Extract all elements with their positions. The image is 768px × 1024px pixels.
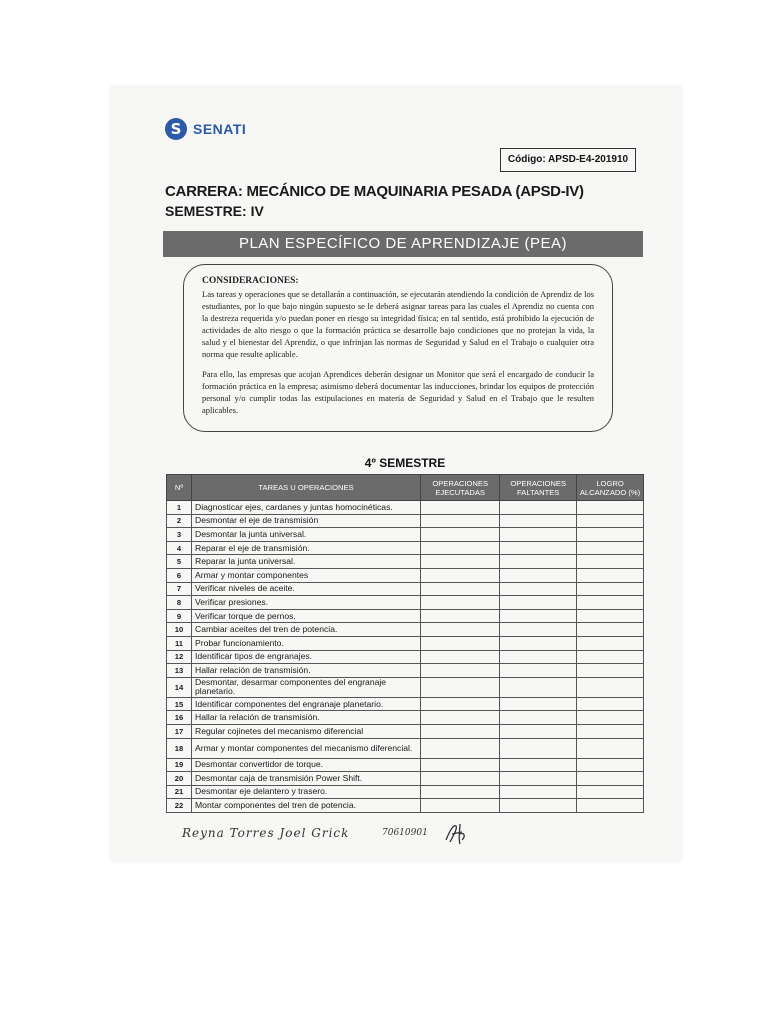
- row-achievement-cell: [577, 582, 644, 596]
- row-executed-cell: [421, 738, 500, 758]
- row-achievement-cell: [577, 738, 644, 758]
- table-row: [167, 664, 644, 678]
- row-executed-cell: [421, 582, 500, 596]
- table-header-row: [167, 475, 644, 501]
- row-task: Diagnosticar ejes, cardanes y juntas homocinéticas.: [192, 501, 421, 515]
- considerations-paragraph-2: Para ello, las empresas que acojan Aprendices deberán designar un Monitor que será el encargado de conducir la formación práctica en la empresa; asimismo deberá documentar las inducciones, brindar los equipos de protección personal y/o cumplir todas las estipulaciones en materia de Seguridad y Salud en el Trabajo que le resulten aplicables.: [202, 369, 594, 415]
- table-row: [167, 758, 644, 772]
- row-executed-cell: [421, 636, 500, 650]
- row-achievement-cell: [577, 636, 644, 650]
- row-number: 14: [167, 677, 192, 697]
- row-number: 11: [167, 636, 192, 650]
- table-row: [167, 541, 644, 555]
- row-executed-cell: [421, 758, 500, 772]
- row-executed-cell: [421, 724, 500, 738]
- row-missing-cell: [500, 785, 577, 799]
- row-task: Armar y montar componentes: [192, 568, 421, 582]
- considerations-box: [183, 264, 613, 432]
- row-achievement-cell: [577, 623, 644, 637]
- considerations-title: CONSIDERACIONES:: [202, 276, 299, 286]
- row-missing-cell: [500, 738, 577, 758]
- row-task: Verificar torque de pernos.: [192, 609, 421, 623]
- header-num: Nº: [167, 475, 192, 501]
- row-achievement-cell: [577, 664, 644, 678]
- row-task: Montar componentes del tren de potencia.: [192, 799, 421, 813]
- table-row: [167, 772, 644, 786]
- row-number: 15: [167, 697, 192, 711]
- row-achievement-cell: [577, 724, 644, 738]
- row-executed-cell: [421, 501, 500, 515]
- row-executed-cell: [421, 711, 500, 725]
- table-row: [167, 711, 644, 725]
- header-executed: OPERACIONES EJECUTADAS: [421, 475, 500, 501]
- row-missing-cell: [500, 724, 577, 738]
- row-number: 4: [167, 541, 192, 555]
- table-row: [167, 785, 644, 799]
- row-achievement-cell: [577, 528, 644, 542]
- row-executed-cell: [421, 697, 500, 711]
- row-executed-cell: [421, 596, 500, 610]
- row-task: Identificar componentes del engranaje planetario.: [192, 697, 421, 711]
- table-row: [167, 623, 644, 637]
- table-row: [167, 528, 644, 542]
- row-missing-cell: [500, 582, 577, 596]
- row-achievement-cell: [577, 596, 644, 610]
- row-number: 16: [167, 711, 192, 725]
- row-executed-cell: [421, 785, 500, 799]
- row-missing-cell: [500, 636, 577, 650]
- row-task: Hallar relación de transmisión.: [192, 664, 421, 678]
- table-row: [167, 596, 644, 610]
- senati-logo: [165, 118, 246, 140]
- row-executed-cell: [421, 555, 500, 569]
- table-row: [167, 501, 644, 515]
- row-number: 13: [167, 664, 192, 678]
- row-task: Reparar la junta universal.: [192, 555, 421, 569]
- row-number: 9: [167, 609, 192, 623]
- row-number: 6: [167, 568, 192, 582]
- tasks-table: [166, 474, 644, 813]
- row-missing-cell: [500, 514, 577, 528]
- table-row: [167, 697, 644, 711]
- row-missing-cell: [500, 623, 577, 637]
- row-achievement-cell: [577, 758, 644, 772]
- row-achievement-cell: [577, 568, 644, 582]
- table-row: [167, 568, 644, 582]
- row-number: 19: [167, 758, 192, 772]
- row-executed-cell: [421, 677, 500, 697]
- row-number: 7: [167, 582, 192, 596]
- row-task: Identificar tipos de engranajes.: [192, 650, 421, 664]
- row-task: Armar y montar componentes del mecanismo diferencial.: [192, 738, 421, 758]
- row-executed-cell: [421, 623, 500, 637]
- row-missing-cell: [500, 609, 577, 623]
- row-executed-cell: [421, 541, 500, 555]
- student-id-number: 70610901: [382, 828, 428, 838]
- career-title: CARRERA: MECÁNICO DE MAQUINARIA PESADA (APSD-IV): [165, 183, 584, 200]
- row-achievement-cell: [577, 650, 644, 664]
- header-missing: OPERACIONES FALTANTES: [500, 475, 577, 501]
- row-achievement-cell: [577, 541, 644, 555]
- row-task: Desmontar caja de transmisión Power Shift.: [192, 772, 421, 786]
- row-number: 5: [167, 555, 192, 569]
- row-missing-cell: [500, 528, 577, 542]
- senati-logo-icon: S: [165, 118, 187, 140]
- row-achievement-cell: [577, 772, 644, 786]
- row-task: Verificar niveles de aceite.: [192, 582, 421, 596]
- header-achievement: LOGRO ALCANZADO (%): [577, 475, 644, 501]
- row-task: Desmontar eje delantero y trasero.: [192, 785, 421, 799]
- row-number: 20: [167, 772, 192, 786]
- row-missing-cell: [500, 799, 577, 813]
- row-achievement-cell: [577, 697, 644, 711]
- row-number: 8: [167, 596, 192, 610]
- row-task: Desmontar el eje de transmisión: [192, 514, 421, 528]
- row-missing-cell: [500, 555, 577, 569]
- table-row: [167, 555, 644, 569]
- row-missing-cell: [500, 758, 577, 772]
- row-task: Desmontar la junta universal.: [192, 528, 421, 542]
- row-number: 17: [167, 724, 192, 738]
- row-executed-cell: [421, 568, 500, 582]
- row-task: Desmontar, desarmar componentes del engranaje planetario.: [192, 677, 421, 697]
- row-achievement-cell: [577, 609, 644, 623]
- row-task: Desmontar convertidor de torque.: [192, 758, 421, 772]
- row-executed-cell: [421, 664, 500, 678]
- table-row: [167, 609, 644, 623]
- row-task: Reparar el eje de transmisión.: [192, 541, 421, 555]
- row-missing-cell: [500, 568, 577, 582]
- row-missing-cell: [500, 501, 577, 515]
- table-row: [167, 799, 644, 813]
- row-executed-cell: [421, 650, 500, 664]
- row-achievement-cell: [577, 711, 644, 725]
- logo-text: SENATI: [193, 121, 247, 137]
- row-missing-cell: [500, 677, 577, 697]
- table-row: [167, 636, 644, 650]
- row-executed-cell: [421, 772, 500, 786]
- row-number: 1: [167, 501, 192, 515]
- table-row: [167, 650, 644, 664]
- row-number: 3: [167, 528, 192, 542]
- row-achievement-cell: [577, 799, 644, 813]
- row-achievement-cell: [577, 501, 644, 515]
- row-missing-cell: [500, 541, 577, 555]
- row-number: 22: [167, 799, 192, 813]
- row-missing-cell: [500, 596, 577, 610]
- row-executed-cell: [421, 528, 500, 542]
- row-achievement-cell: [577, 785, 644, 799]
- row-number: 18: [167, 738, 192, 758]
- row-missing-cell: [500, 772, 577, 786]
- row-executed-cell: [421, 609, 500, 623]
- row-missing-cell: [500, 650, 577, 664]
- row-missing-cell: [500, 697, 577, 711]
- row-achievement-cell: [577, 514, 644, 528]
- row-task: Cambiar aceites del tren de potencia.: [192, 623, 421, 637]
- table-row: [167, 677, 644, 697]
- row-executed-cell: [421, 799, 500, 813]
- student-signature-name: Reyna Torres Joel Grick: [182, 826, 350, 840]
- header-task: TAREAS U OPERACIONES: [192, 475, 421, 501]
- row-number: 2: [167, 514, 192, 528]
- row-number: 12: [167, 650, 192, 664]
- table-row: [167, 738, 644, 758]
- handwritten-signature-mark: [442, 820, 468, 846]
- table-row: [167, 724, 644, 738]
- considerations-paragraph-1: Las tareas y operaciones que se detallarán a continuación, se ejecutarán atendiendo la condición de Aprendiz de los estudiantes, por lo que bajo ningún supuesto se le deberá asignar tareas para las cuales el Aprendiz no cuenta con la destreza requerida y/o puedan poner en riesgo su integridad física; en tal sentido, está prohibido la ejecución de actividades de alto riesgo o que la formación práctica se desarrolle bajo condiciones que no protejan la vida, la salud y el bienestar del Aprendiz, o que infrinjan las normas de Seguridad y Salud en el Trabajo o cualquier otra norma que resulte aplicable.: [202, 289, 594, 359]
- semester-title: SEMESTRE: IV: [165, 203, 264, 219]
- row-achievement-cell: [577, 555, 644, 569]
- row-executed-cell: [421, 514, 500, 528]
- table-row: [167, 514, 644, 528]
- plan-banner: PLAN ESPECÍFICO DE APRENDIZAJE (PEA): [163, 231, 643, 257]
- table-row: [167, 582, 644, 596]
- document-page: [110, 86, 682, 862]
- row-task: Verificar presiones.: [192, 596, 421, 610]
- table-title: 4º SEMESTRE: [364, 456, 446, 470]
- row-task: Regular cojinetes del mecanismo diferencial: [192, 724, 421, 738]
- row-task: Probar funcionamiento.: [192, 636, 421, 650]
- row-missing-cell: [500, 664, 577, 678]
- row-task: Hallar la relación de transmisión.: [192, 711, 421, 725]
- document-code: Código: APSD-E4-201910: [500, 148, 636, 172]
- row-missing-cell: [500, 711, 577, 725]
- row-number: 21: [167, 785, 192, 799]
- row-number: 10: [167, 623, 192, 637]
- row-achievement-cell: [577, 677, 644, 697]
